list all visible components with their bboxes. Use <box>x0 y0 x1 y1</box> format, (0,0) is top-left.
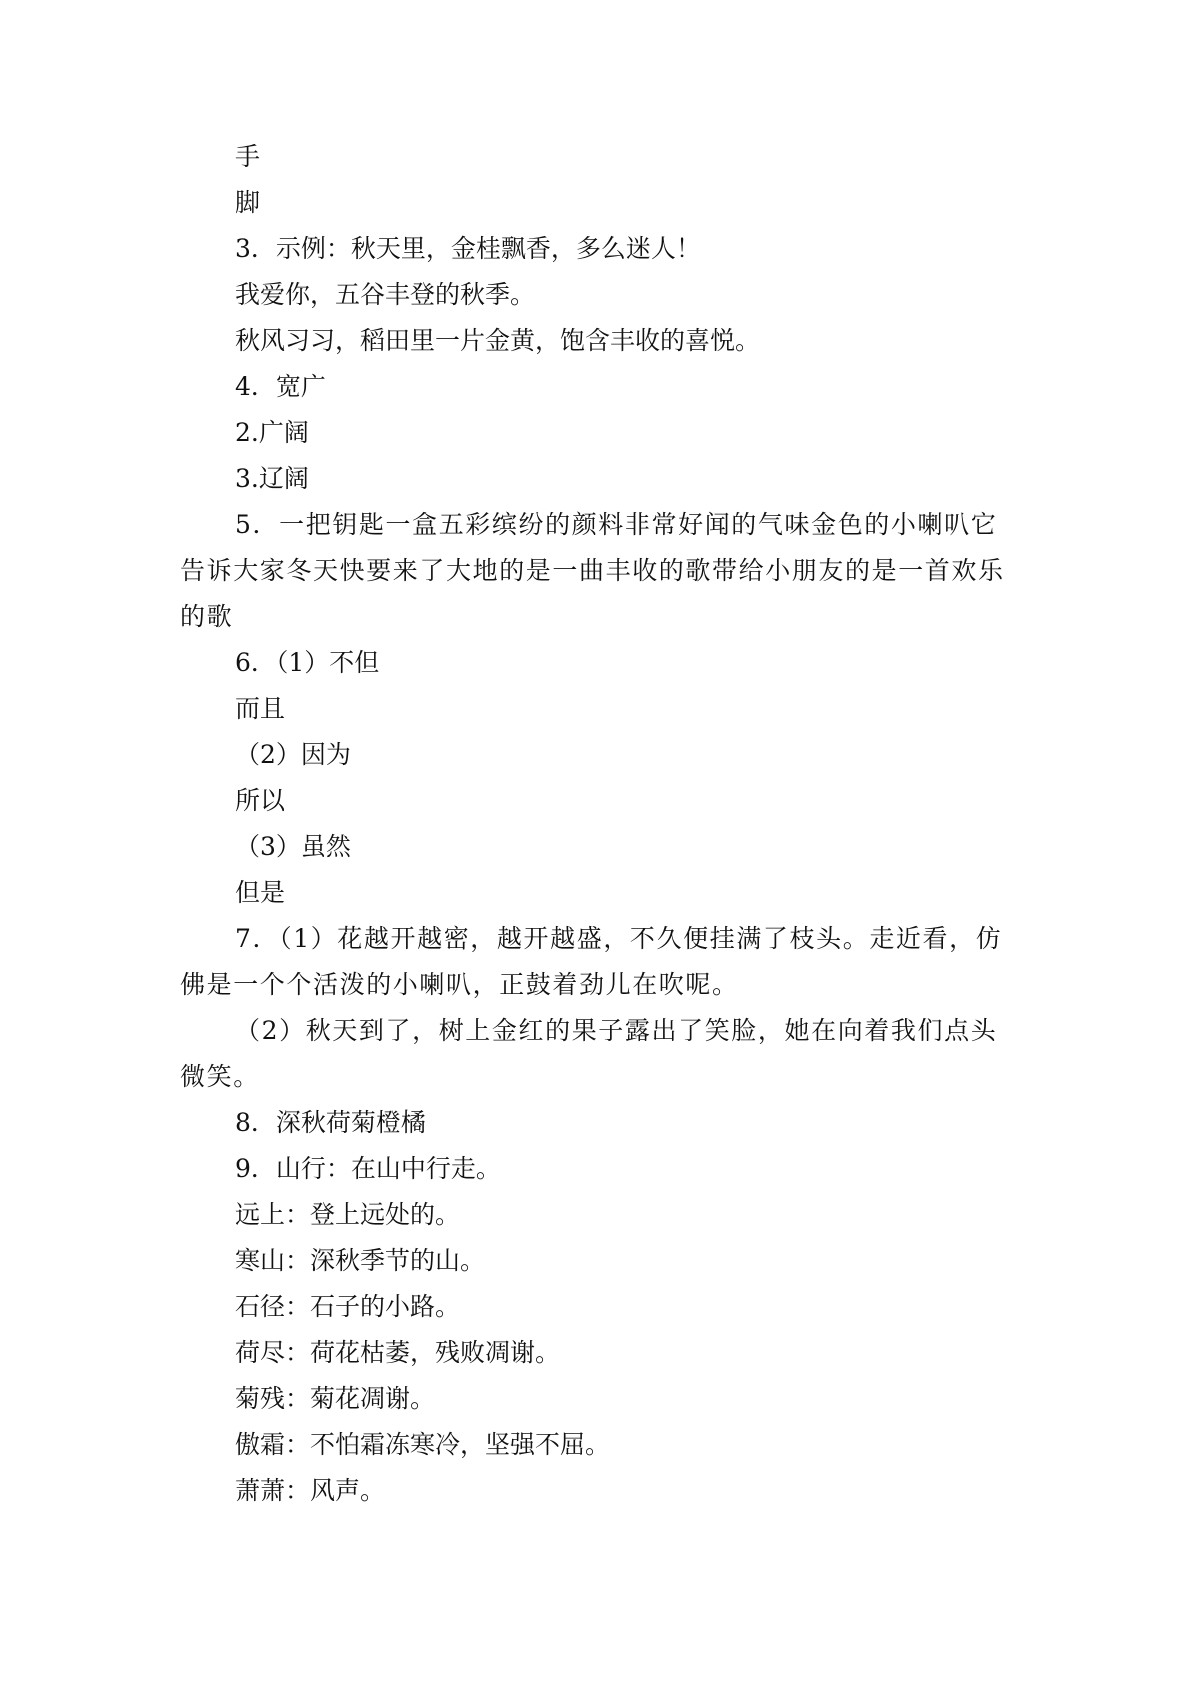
answer-line: 菊残：菊花凋谢。 <box>235 1384 436 1413</box>
answer-line: 手 <box>235 142 261 171</box>
answer-paragraph: 7．（1）花越开越密，越开越盛，不久便挂满了枝头。走近看，仿佛是一个个活泼的小喇叭，正鼓着劲儿在吹呢。 <box>180 924 1003 999</box>
answer-paragraph: 5．一把钥匙一盒五彩缤纷的颜料非常好闻的气味金色的小喇叭它告诉大家冬天快要来了大地的是一曲丰收的歌带给小朋友的是一首欢乐的歌 <box>180 510 1005 631</box>
answer-line: 寒山：深秋季节的山。 <box>235 1246 486 1275</box>
answer-line: 3．示例：秋天里，金桂飘香，多么迷人！ <box>235 234 701 263</box>
answer-line: 傲霜：不怕霜冻寒冷，坚强不屈。 <box>235 1430 611 1459</box>
answer-line: 我爱你，五谷丰登的秋季。 <box>235 280 536 309</box>
answer-line: 4．宽广 <box>235 372 326 401</box>
answer-line: （3）虽然 <box>235 832 351 861</box>
answer-line: 所以 <box>235 786 286 815</box>
answer-paragraph: （2）秋天到了，树上金红的果子露出了笑脸，她在向着我们点头微笑。 <box>180 1016 998 1091</box>
answer-line: 2.广阔 <box>235 418 309 447</box>
answer-line: 9．山行：在山中行走。 <box>235 1154 501 1183</box>
answer-line: 而且 <box>235 694 286 723</box>
answer-content <box>180 134 1020 1514</box>
answer-line: 萧萧：风声。 <box>235 1476 386 1505</box>
answer-line: 石径：石子的小路。 <box>235 1292 461 1321</box>
answer-line: 但是 <box>235 878 286 907</box>
answer-line: 远上：登上远处的。 <box>235 1200 461 1229</box>
answer-line: 8．深秋荷菊橙橘 <box>235 1108 426 1137</box>
answer-line: （2）因为 <box>235 740 351 769</box>
answer-line: 秋风习习，稻田里一片金黄，饱含丰收的喜悦。 <box>235 326 761 355</box>
answer-line: 6．（1）不但 <box>235 648 380 677</box>
answer-line: 脚 <box>235 188 261 217</box>
answer-line: 荷尽：荷花枯萎，残败凋谢。 <box>235 1338 561 1367</box>
answer-line: 3.辽阔 <box>235 464 309 493</box>
